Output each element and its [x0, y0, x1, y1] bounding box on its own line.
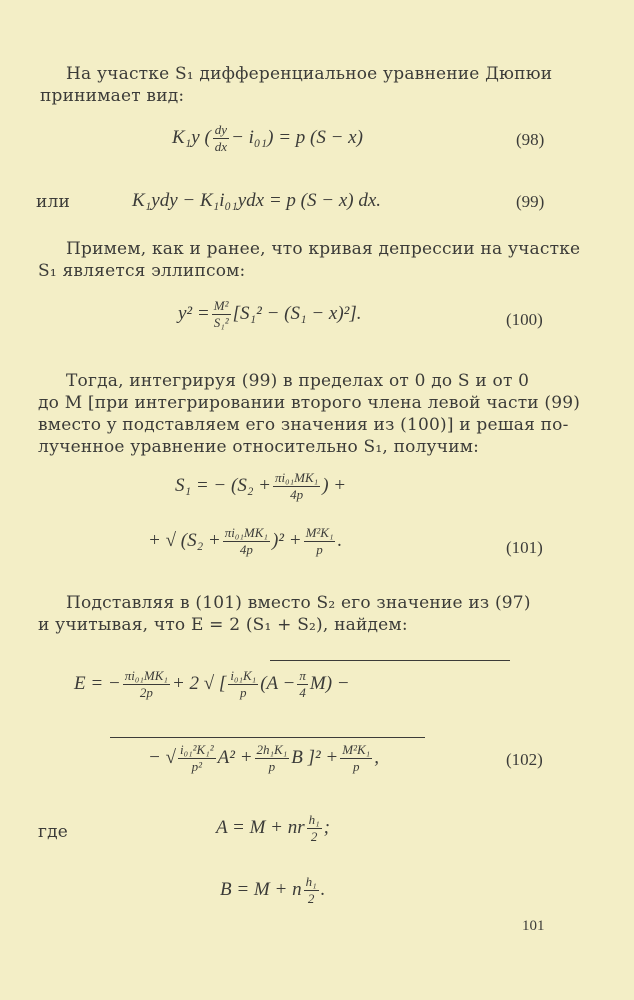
text-line: S₁ является эллипсом: — [38, 261, 246, 281]
equation-B: B = M + n $\frac{\text{h₁}}{2}$ . — [220, 874, 326, 906]
equation-102-line1: E = − $\frac{\text{πi₀₁MK₁}}{2p}$ + 2 √ [ $\frac{\text{i₀₁K₁}}{p}$ (A − $\frac{\pi}{4}$ M) − — [74, 668, 350, 700]
text-line: Тогда, интегрируя (99) в пределах от 0 до S и от 0 — [66, 371, 530, 391]
equation-number: (100) — [506, 310, 543, 329]
equation-101-line1: S₁ = − (S₂ + $\frac{\text{πi₀₁MK₁}}{4p}$ ) + — [175, 470, 347, 502]
continuation-arrow — [270, 660, 510, 661]
text-line: На участке S₁ дифференциальное уравнение Дюпюи — [66, 64, 553, 84]
equation-98: K₁y ( $\frac{dy}{dx}$ − i₀₁) = p (S − x) — [172, 122, 363, 154]
equation-number: (102) — [506, 750, 543, 769]
text-line: лученное уравнение относительно S₁, получим: — [38, 437, 480, 457]
text-line: Подставляя в (101) вместо S₂ его значение из (97) — [66, 593, 531, 613]
text-line: принимает вид: — [40, 86, 185, 106]
text-line: Примем, как и ранее, что кривая депрессии на участке — [66, 239, 581, 259]
equation-number: (98) — [516, 130, 545, 149]
page-number: 101 — [522, 918, 545, 934]
equation-99: K₁ydy − K₁i₀₁ydx = p (S − x) dx. — [132, 190, 382, 211]
text-line: и учитывая, что E = 2 (S₁ + S₂), найдем: — [38, 615, 408, 635]
equation-102-line2: − √ $\frac{\text{i₀₁²K₁²}}{\text{p²}}$ A² + $\frac{\text{2h₁K₁}}{p}$ B ]² + $\frac{\text{M²K₁}}{p}$ , — [148, 742, 379, 774]
continuation-arrow — [110, 737, 425, 738]
equation-100: y² = $\frac{\text{M²}}{\text{S₁²}}$ [S₁² − (S₁ − x)²]. — [178, 298, 362, 330]
text-line: до M [при интегрировании второго члена левой части (99) — [38, 393, 581, 413]
text-line: или — [36, 192, 71, 212]
text-line: вместо y подставляем его значения из (100)] и решая по- — [38, 415, 569, 435]
text-line: где — [38, 822, 69, 842]
equation-number: (101) — [506, 538, 543, 557]
equation-A: A = M + nr $\frac{\text{h₁}}{2}$ ; — [216, 812, 330, 844]
equation-101-line2: + √ (S₂ + $\frac{\text{πi₀₁MK₁}}{4p}$ )² + $\frac{\text{M²K₁}}{p}$ . — [148, 525, 343, 557]
equation-number: (99) — [516, 192, 545, 211]
